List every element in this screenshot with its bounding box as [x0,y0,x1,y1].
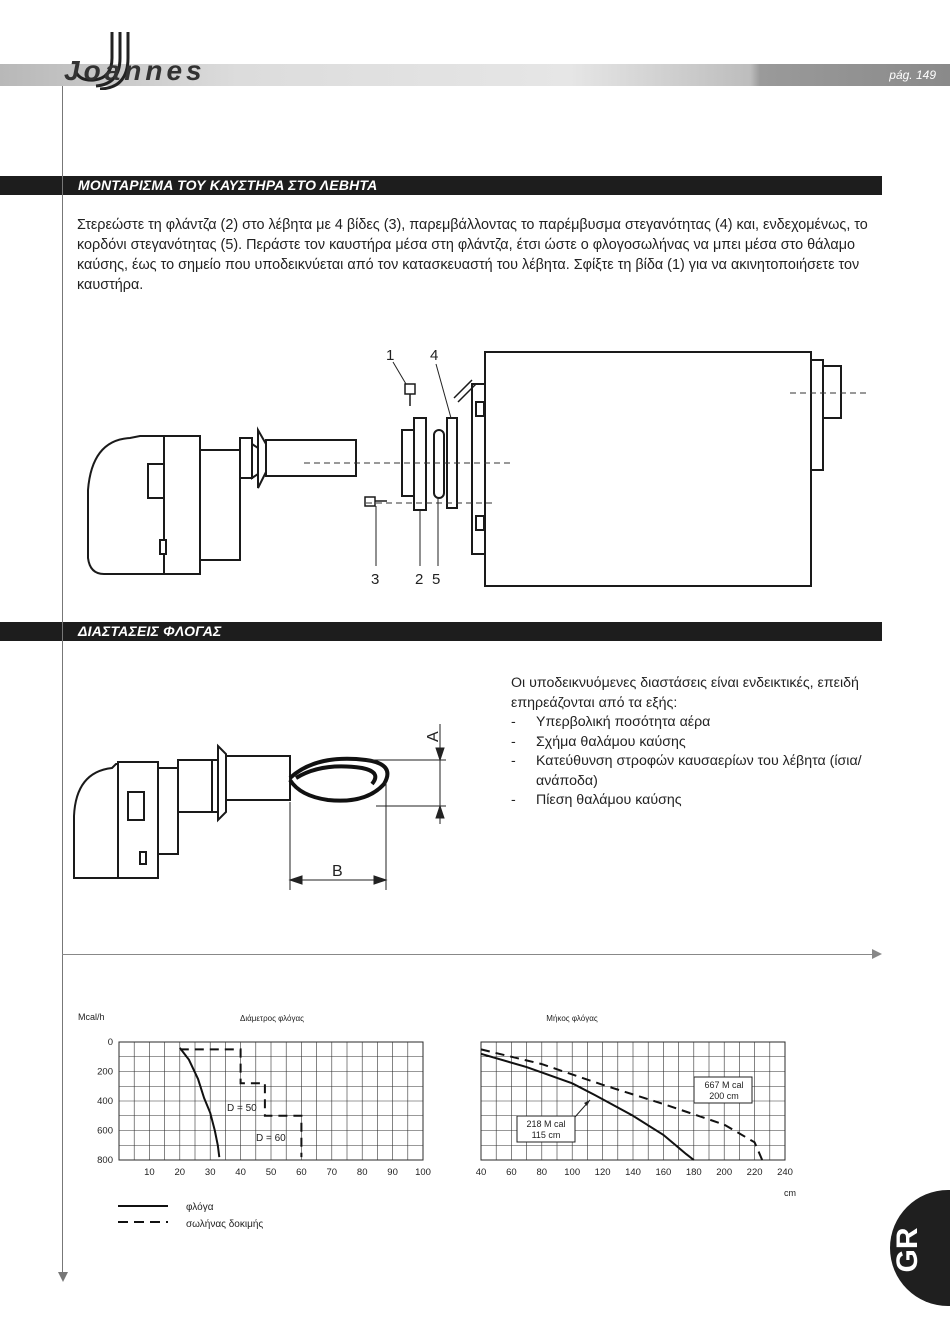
x-tick-label: 50 [265,1167,277,1178]
flame-note-item: - Πίεση θαλάμου καύσης [511,792,682,808]
label-2: 2 [415,571,424,588]
chart1-plot [97,1037,431,1178]
flame-note-item: - Κατεύθυνση στροφών καυσαερίων του λέβητα (ίσια/ανάποδα) [511,753,862,789]
y-tick-label: 200 [97,1066,113,1078]
burner-housing [164,436,200,574]
svg-text:218 M cal: 218 M cal [526,1119,566,1129]
chart1-title: Διάμετρος φλόγας [239,1014,305,1023]
dim-label-b: B [332,863,343,880]
label-3: 3 [371,571,380,588]
flame-charts [0,1000,950,1240]
x-tick-label: 40 [235,1167,246,1178]
chart2-title: Μήκος φλόγας [546,1014,598,1023]
label-4: 4 [430,347,439,364]
x-tick-label: 180 [685,1167,702,1178]
brand-name: Joannes [64,55,206,86]
x-tick-label: 90 [387,1167,398,1178]
part-cord [434,430,444,498]
svg-text:667 M cal: 667 M cal [704,1080,744,1090]
boiler [485,352,811,586]
chart2-xlabel: cm [784,1188,796,1198]
y-tick-label: 0 [107,1037,113,1048]
flame-notes-intro: Οι υποδεικνυόμενες διαστάσεις είναι ενδεικτικές, επειδή επηρεάζονται από τα εξής: [511,675,859,711]
mounting-instructions: Στερεώστε τη φλάντζα (2) στο λέβητα με 4 βίδες (3), παρεμβάλλοντας το παρέμβυσμα στεγανότητας (4) και, ενδεχομένως, το κορδόνι στεγανότητας (5). Περάστε τον καυστήρα μέσα στη φλάντζα, έτσι ώστε ο φλογοσωλήνας να μπει μέσα στο θάλαμο καύσης, έως το σημείο που υποδεικνύεται από τον κατασκευαστή του λέβητα. Σφίξτε τη βίδα (1) για να ακινητοποιήσετε τον καυστήρα. [77,217,868,293]
x-tick-label: 10 [144,1167,155,1178]
x-tick-label: 220 [746,1167,763,1178]
dim-label-a: A [425,731,442,742]
x-tick-label: 160 [655,1167,672,1178]
flame-note-item: - Υπερβολική ποσότητα αέρα [511,714,711,730]
brand-logo [60,28,260,90]
x-tick-label: 60 [296,1167,307,1178]
x-tick-label: 80 [356,1167,368,1178]
annotation-667 [694,1077,752,1103]
flame-diagram [66,720,466,900]
mounting-diagram [80,340,870,600]
flame-note-item: - Σχήμα θαλάμου καύσης [511,733,686,750]
chart2-plot [476,1042,793,1178]
x-tick-label: 200 [716,1167,733,1178]
arrow-right-icon [872,949,884,959]
x-tick-label: 80 [536,1167,548,1178]
annotation-d50: D = 50 [227,1103,257,1114]
x-tick-label: 120 [594,1167,611,1178]
burner-motor [200,450,240,560]
page-number: pág. 149 [889,68,936,82]
label-5: 5 [432,571,441,588]
x-tick-label: 100 [564,1167,581,1178]
x-tick-label: 240 [777,1167,793,1178]
x-tick-label: 40 [475,1167,487,1178]
annotation-d60: D = 60 [256,1133,286,1144]
x-tick-label: 20 [174,1167,186,1178]
y-tick-label: 800 [97,1155,113,1166]
chart-legend [118,1201,263,1230]
section-title-mounting: ΜΟΝΤΑΡΙΣΜΑ ΤΟΥ ΚΑΥΣΤΗΡΑ ΣΤΟ ΛΕΒΗΤΑ [78,177,378,193]
label-1: 1 [386,347,395,364]
y-tick-label: 400 [97,1096,113,1107]
chart1-ylabel: Mcal/h [78,1012,105,1022]
legend-label: σωλήνας δοκιμής [186,1219,264,1230]
divider-line [62,954,876,955]
arrow-down-icon [58,1272,68,1284]
svg-text:200 cm: 200 cm [709,1091,739,1101]
x-tick-label: 70 [326,1167,338,1178]
x-tick-label: 100 [415,1167,431,1178]
section-title-flame: ΔΙΑΣΤΑΣΕΙΣ ΦΛΟΓΑΣ [78,623,222,639]
y-tick-label: 600 [97,1125,113,1137]
x-tick-label: 60 [506,1167,517,1178]
legend-label: φλόγα [186,1202,214,1213]
language-tab-label: GR [891,1227,924,1273]
x-tick-label: 140 [625,1167,641,1178]
svg-text:115 cm: 115 cm [531,1130,561,1140]
flame-notes [511,674,886,811]
x-tick-label: 30 [204,1167,216,1178]
